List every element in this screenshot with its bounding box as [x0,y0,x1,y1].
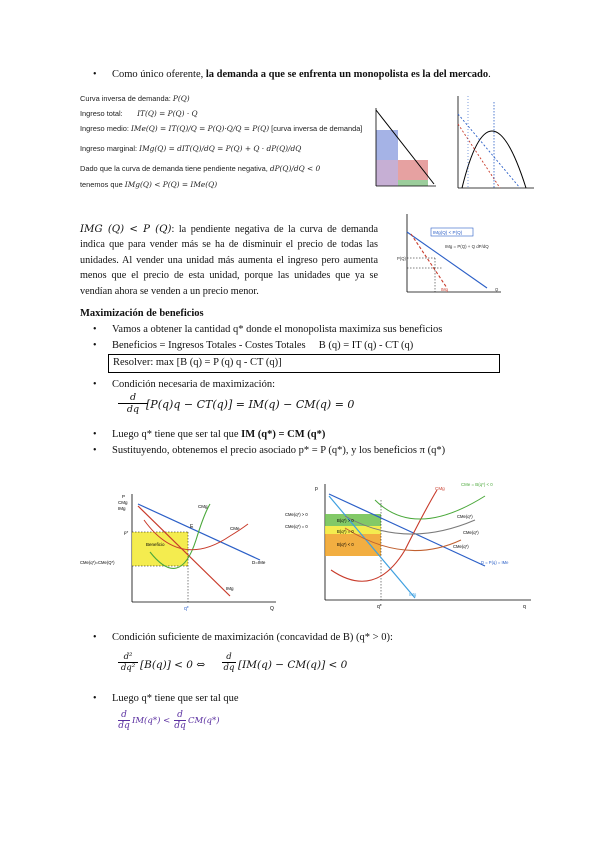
img-text: : la pendiente negativa de la curva de demanda indica que para vender más se ha de disminuir el precio de todas las unidades. Al vender una unidad más aumenta el ingreso pero aumenta menos que el precio de esta unidad, porque las unidades que ya se vendían ahora se venden a un precio menor. [80,224,378,297]
d-den: dq [126,404,140,415]
p-dq2: dq [174,721,186,731]
b4-bold: IM (q*) = CM (q*) [241,429,326,440]
lg-ylabel-p: P [122,494,126,499]
f2-math: IT(Q) = P(Q) · Q [137,109,198,118]
f6-label: tenemos que [80,180,123,189]
f2-label: Ingreso total: [80,109,123,118]
rg-q: q [523,604,526,610]
lg-e: E [190,524,194,530]
p-eq-right: CM(q*) [188,716,220,726]
f1-label: Curva inversa de demanda: [80,94,171,103]
g2-img [411,234,447,288]
p-d2: d [174,710,186,721]
d2-eq: [B(q)] < 0 ⇔ [140,659,206,671]
rg-b-neg: B(q*) < 0 [337,542,354,547]
g2-box-label: IMg(Q) < P(Q) [433,230,463,235]
lg-dime: D=IMe [252,560,266,565]
lg-img-label: IMg [226,586,234,591]
f3-note: [curva inversa de demanda] [271,124,363,133]
lg-ylabel-cmg: CMg [118,500,128,505]
p-eq-left: IM(q*) < [132,716,171,726]
f6-math: IMg(Q) < P(Q) = IMe(Q) [124,180,218,189]
rg-cme-top: CMe = B(q*) < 0 [461,482,493,487]
lg-q: Q [270,606,274,612]
f3-label: Ingreso medio: [80,124,129,133]
resolver-text: Resolver: max [B (q) = P (q) q - CT (q)] [113,357,282,368]
f3-math: IMe(Q) = IT(Q)/Q = P(Q)·Q/Q = P(Q) [130,124,270,133]
graph-img-vs-p [395,212,505,296]
rg-cmeq2: CMe(q*) = 0 [285,524,308,529]
g2-eq-label: IMg = P(Q) + Q dP/dQ [445,244,489,249]
bullet-3: • Condición necesaria de maximización: [112,378,582,392]
lg-beneficio: Beneficio [146,542,165,547]
intro-prefix: Como único oferente, [112,69,206,80]
p-d1: d [118,710,130,721]
f5-math: dP(Q)/dQ < 0 [269,164,321,173]
bullet-4 [112,428,582,442]
bullet-1: • Vamos a obtener la cantidad q* donde el monopolista maximiza sus beneficios [112,323,582,337]
img-paragraph [80,222,378,299]
graph-profit-cases [285,480,535,618]
d2-num: d² [118,652,138,663]
rg-b-zero: B(q*) = 0 [337,529,354,534]
lg-qstar: q* [184,606,189,612]
g2-img-label: IMg [441,287,448,292]
area-purple [376,160,398,186]
bullet-2: • Beneficios = Ingresos Totales - Costes Totales B (q) = IT (q) - CT (q) [112,339,582,353]
g2-demand [407,232,487,288]
graph-demand-areas [372,106,438,190]
g2-q-label: Q [495,287,499,292]
area-green [398,180,428,186]
p-dq1: dq [118,721,130,731]
ime-line [458,114,520,188]
lg-cme-label: CMe [230,526,240,531]
d2-eq2: [IM(q) − CM(q)] < 0 [238,659,348,671]
deriv-frac [118,392,148,415]
rg-p: p [315,486,318,492]
lg-pstar: p* [124,530,129,535]
graph-profit-max [80,490,280,618]
bullet-6: • Condición suficiente de maximización (concavidad de B) (q* > 0): [112,631,582,645]
intro-bullet [112,68,582,82]
d2-frac [118,652,138,673]
deriv-eq: [P(q)q − CT(q)] = IM(q) − CM(q) = 0 [146,398,355,411]
resolver-box [108,354,500,373]
g2-p-label: P(Q) [397,256,406,261]
intro-suffix: . [488,69,491,80]
f1-math: P(Q) [172,94,190,103]
d1-frac [222,652,236,673]
img-head: IMG (Q) < P (Q) [80,224,172,235]
rg-cme2: CMe(q*) [463,530,479,535]
rg-img-label: IMg [409,592,417,597]
rg-cmg-label: CMg [435,486,445,491]
d-num: d [118,392,148,404]
section-title: Maximización de beneficios [80,308,204,319]
p-frac2 [174,710,186,731]
bullet-7: • Luego q* tiene que ser tal que [112,692,582,706]
f5-text: Dado que la curva de demanda tiene pendiente negativa, [80,164,268,173]
rg-cme3: CMe(q*) [453,544,469,549]
formula-block [80,94,370,194]
bullet-5: • Sustituyendo, obtenemos el precio asociado p* = P (q*), y los beneficios π (q*) [112,444,582,458]
b4-prefix: Luego q* tiene que ser tal que [112,429,242,440]
d1-den: dq [223,663,235,673]
lg-ylabel-img: IMg [118,506,126,511]
rg-cmeq: CMe(q*) > 0 [285,512,308,517]
p-frac1 [118,710,130,731]
f4-math: IMg(Q) = dIT(Q)/dQ = P(Q) + Q · dP(Q)/dQ [139,144,302,153]
rg-b-pos: B(q*) > 0 [337,518,354,523]
intro-bold: la demanda a que se enfrenta un monopolista es la del mercado [205,69,489,80]
d1-num: d [222,652,236,663]
d2-den: dq² [120,663,136,673]
lg-cmg-label: CMg [198,504,208,509]
rg-cme1: CMe(q*) [457,514,473,519]
lg-cme-value: CMe(q*)=CMe(Q*) [80,560,115,565]
rg-demand-label: D = P(q) = IMe [481,560,509,565]
rg-qstar: q* [377,604,382,610]
f4-label: Ingreso marginal: [80,144,138,153]
graph-total-revenue [450,94,536,192]
